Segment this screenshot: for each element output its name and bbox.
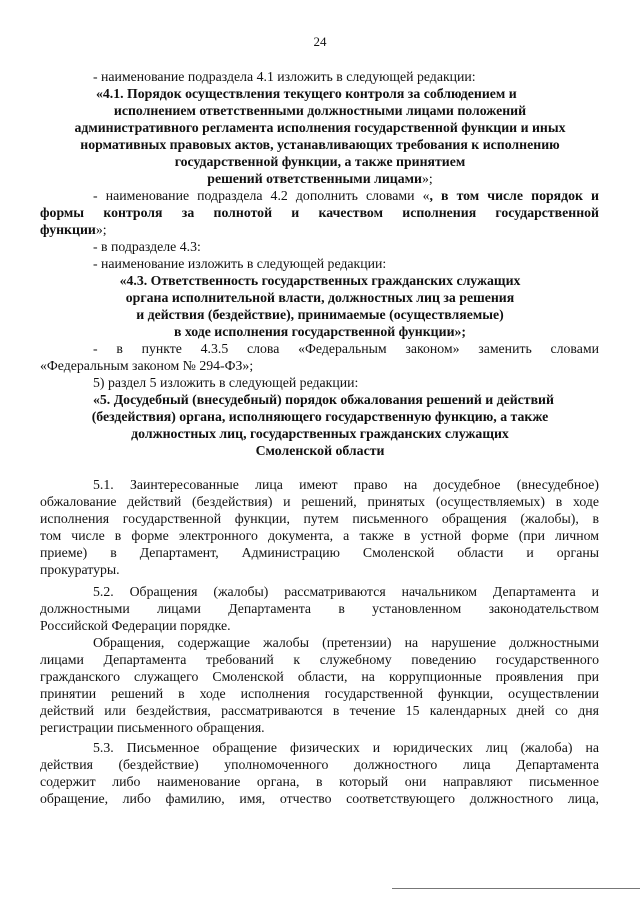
p53-line-2: действия (бездействие) уполномоченного должностного лица Департамента [40, 757, 599, 772]
s1-intro: - наименование подраздела 4.1 изложить в следующей редакции: [93, 69, 476, 84]
s2-line-1 [93, 187, 599, 204]
s1-heading-line-3: административного регламента исполнения государственной функции и иных [74, 120, 566, 135]
s3-point-line-2: «Федеральным законом № 294-ФЗ»; [40, 358, 254, 373]
p51-line-3: исполнения государственной функции, путем письменного обращения (жалобы), в [40, 511, 599, 526]
s2-line-1-a: - наименование подраздела 4.2 дополнить словами « [93, 188, 430, 203]
s1-heading-line-6-end: »; [421, 171, 433, 186]
p52b-line-4: принятии решений в ходе исполнения государственной функции, осуществлении [40, 686, 599, 701]
s3-heading-line-1: «4.3. Ответственность государственных гражданских служащих [119, 273, 521, 288]
s2-line-3 [40, 221, 107, 238]
p53-line-1: 5.3. Письменное обращение физических и юридических лиц (жалоба) на [93, 740, 599, 755]
s3-heading-line-3: и действия (бездействие), принимаемые (осуществляемые) [136, 307, 504, 322]
s1-heading-line-2: исполнением ответственными должностными лицами положений [113, 103, 527, 118]
p52b-line-2: лицами Департамента требований к служебному поведению государственного [40, 652, 599, 667]
s2-line-3-end: »; [95, 222, 107, 237]
page-number: 24 [313, 34, 327, 49]
s1-heading-line-1: «4.1. Порядок осуществления текущего контроля за соблюдением и [96, 86, 517, 101]
p52-line-1: 5.2. Обращения (жалобы) рассматриваются начальником Департамента и [93, 584, 599, 599]
s1-heading-line-6-text: решений ответственными лицами [207, 171, 422, 186]
p53-line-3: содержит либо наименование органа, в который они направляют письменное [40, 774, 599, 789]
s4-heading-line-1: «5. Досудебный (внесудебный) порядок обжалования решений и действий [93, 392, 554, 407]
p52b-line-3: гражданского служащего Смоленской области, на коррупционные проявления при [40, 669, 599, 684]
p51-line-4: том числе в форме электронного документа, а также в устной форме (при личном [40, 528, 599, 543]
bottom-divider [392, 888, 640, 889]
p52b-line-6: регистрации письменного обращения. [40, 720, 265, 735]
s3-sub: - наименование изложить в следующей редакции: [93, 256, 387, 271]
s1-heading-line-6 [0, 170, 640, 187]
s4-heading-line-4: Смоленской области [255, 443, 385, 458]
p52-line-3: Российской Федерации порядке. [40, 618, 231, 633]
s3-heading-line-4: в ходе исполнения государственной функции»; [173, 324, 467, 339]
p52b-line-5: действий или бездействия, рассматриваются в течение 15 календарных дней со дня [40, 703, 599, 718]
s3-intro: - в подразделе 4.3: [93, 239, 201, 254]
s2-line-2: формы контроля за полнотой и качеством исполнения государственной [40, 205, 599, 220]
p51-line-1: 5.1. Заинтересованные лица имеют право на досудебное (внесудебное) [93, 477, 599, 492]
s2-line-1-b: , в том числе порядок и [429, 188, 599, 203]
s3-point-line-1: - в пункте 4.3.5 слова «Федеральным законом» заменить словами [93, 341, 599, 356]
p52b-line-1: Обращения, содержащие жалобы (претензии) на нарушение должностными [93, 635, 599, 650]
p53-line-4: обращение, либо фамилию, имя, отчество соответствующего должностного лица, [40, 791, 599, 806]
p52-line-2: должностными лицами Департамента в установленном законодательством [40, 601, 599, 616]
p51-line-6: прокуратуры. [40, 562, 120, 577]
s4-heading-line-2: (бездействия) органа, исполняющего государственную функцию, а также [91, 409, 549, 424]
s4-intro: 5) раздел 5 изложить в следующей редакции: [93, 375, 359, 390]
s4-heading-line-3: должностных лиц, государственных гражданских служащих [131, 426, 509, 441]
s2-line-3-text: функции [40, 222, 96, 237]
p51-line-2: обжалование действий (бездействия) и решений, принятых (осуществляемых) в ходе [40, 494, 599, 509]
s1-heading-line-5: государственной функции, а также принятием [174, 154, 466, 169]
p51-line-5: приеме) в Департамент, Администрацию Смоленской области и органы [40, 545, 599, 560]
s1-heading-line-4: нормативных правовых актов, устанавливающих требования к исполнению [80, 137, 560, 152]
s3-heading-line-2: органа исполнительной власти, должностных лиц за решения [125, 290, 515, 305]
